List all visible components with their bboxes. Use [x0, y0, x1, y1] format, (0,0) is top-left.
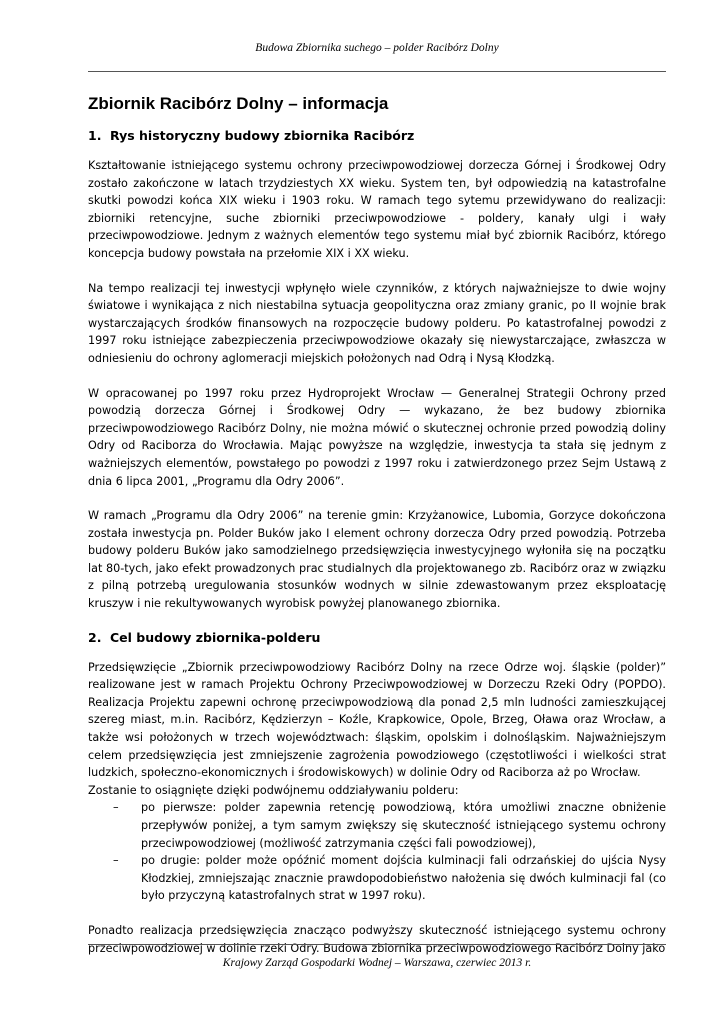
section-1-paragraph: W ramach „Programu dla Odry 2006” na terenie gmin: Krzyżanowice, Lubomia, Gorzyce dokończona została inwestycja pn. Polder Buków jako I element ochrony dorzecza Odry przed powodzią. Potrzeba budowy polderu Buków jako samodzielnego przedsięwzięcia inwestycyjnego wyłoniła się na początku lat 80-tych, jako efekt prowadzonych prac studialnych dla projektowanego zb. Racibórz oraz w związku z pilną potrzebą uregulowania stosunków wodnych w silnie zdewastowanym przez eksploatację kruszyw i nie rekultywowanych wyrobisk powyżej planowanego zbiornika.: [88, 509, 666, 611]
section-2-lead: Zostanie to osiągnięte dzięki podwójnemu oddziaływaniu polderu:: [88, 783, 459, 797]
section-2-closing: Ponadto realizacja przedsięwzięcia znacząco podwyższy skuteczność istniejącego systemu ochrony przeciwpowodziowej w dolinie rzeki Odry. Budowa zbiornika przeciwpowodziowego Racibórz Dolny jako: [88, 923, 666, 955]
section-2-intro: Przedsięwzięcie „Zbiornik przeciwpowodziowy Racibórz Dolny na rzece Odrze woj. śląskie (polder)” realizowane jest w ramach Projektu Ochrony Przeciwpowodziowej w Dorzeczu Rzeki Odry (POPDO). Realizacja Projektu zapewni ochronę przeciwpowodziową dla ponad 2,5 mln ludności zamieszkującej szereg miast, m.in. Racibórz, Kędzierzyn – Koźle, Krapkowice, Opole, Brzeg, Oława oraz Wrocław, a także wsi położonych w trzech województwach: śląskim, opolskim i dolnośląskim. Najważniejszym celem przedsięwzięcia jest zmniejszenie zagrożenia powodziowego (częstotliwości i wielkości strat ludzkich, społeczno-ekonomicznych i środowiskowych) w dolinie Odry od Raciborza aż po Wrocław.: [88, 660, 666, 780]
section-1-paragraph: Kształtowanie istniejącego systemu ochrony przeciwpowodziowej dorzecza Górnej i Środkowej Odry zostało zakończone w latach trzydziestych XX wieku. System ten, był odpowiedzią na katastrofalne skutki powodzi końca XIX wieku i 1903 roku. W ramach tego sytemu przewidywano do realizacji: zbiorniki retencyjne, suche zbiorniki przeciwpowodziowe - poldery, kanały ulgi i wały przeciwpowodziowe. Jednym z ważnych elementów tego systemu miał być zbiornik Racibórz, którego koncepcja budowy powstała na przełomie XIX i XX wieku.: [88, 159, 666, 260]
section-1-paragraph: W opracowanej po 1997 roku przez Hydroprojekt Wrocław — Generalnej Strategii Ochrony przed powodzią dorzecza Górnej i Środkowej Odry — wykazano, że bez budowy zbiornika przeciwpowodziowego Racibórz Dolny, nie można mówić o skutecznej ochronie przed powodzią doliny Odry od Raciborza do Wrocławia. Mając powyższe na względzie, inwestycja ta stała się jednym z ważniejszych elementów, powstałego po powodzi z 1997 roku i zatwierdzonego przez Sejm Ustawą z dnia 6 lipca 2001, „Programu dla Odry 2006”.: [88, 386, 666, 488]
list-item-text: po drugie: polder może opóźnić moment dojścia kulminacji fali odrzańskiej do ujścia Nysy Kłodzkiej, zmniejszając znacznie prawdopodobieństwo nałożenia się dwóch kulminacji fal (co było przyczyną katastrofalnych strat w 1997 roku).: [141, 854, 666, 903]
footer-divider: [88, 944, 666, 945]
list-item: [113, 852, 666, 905]
dash-bullet: –: [113, 801, 119, 815]
section-2-heading: [88, 630, 666, 645]
header-divider: [88, 71, 666, 72]
document-title: Zbiornik Racibórz Dolny – informacja: [88, 94, 389, 113]
running-header: Budowa Zbiornika suchego – polder Racibórz Dolny: [255, 42, 499, 54]
dash-bullet: –: [113, 854, 119, 868]
list-item: [113, 799, 666, 852]
list-item-text: po pierwsze: polder zapewnia retencję powodziową, która umożliwi znaczne obniżenie przepływów poniżej, a tym samym zwiększy się skuteczność istniejącego systemu ochrony przeciwpowodziowej (możliwość zatrzymania części fali powodziowej),: [141, 801, 666, 850]
document-body: [88, 94, 666, 974]
section-2-bullet-list: [88, 799, 666, 905]
section-2-heading-text: Cel budowy zbiornika-polderu: [110, 629, 321, 645]
section-1-heading: [88, 128, 666, 143]
section-1-heading-text: Rys historyczny budowy zbiornika Racibórz: [110, 128, 415, 143]
section-1-paragraph: Na tempo realizacji tej inwestycji wpłynęło wiele czynników, z których najważniejsze to dwie wojny światowe i wynikająca z nich niestabilna sytuacja geopolityczna oraz zmiany granic, po II wojnie brak wystarczających środków finansowych na rozpoczęcie budowy polderu. Po katastrofalnej powodzi z 1997 roku istniejące zabezpieczenia przeciwpowodziowe okazały się niewystarczające, zwłaszcza w odniesieniu do ochrony aglomeracji miejskich położonych nad Odrą i Nysą Kłodzką.: [88, 281, 666, 365]
section-1-number: 1.: [88, 128, 102, 143]
section-2-number: 2.: [88, 629, 102, 645]
running-footer: Krajowy Zarząd Gospodarki Wodnej – Warszawa, czerwiec 2013 r.: [222, 957, 532, 969]
